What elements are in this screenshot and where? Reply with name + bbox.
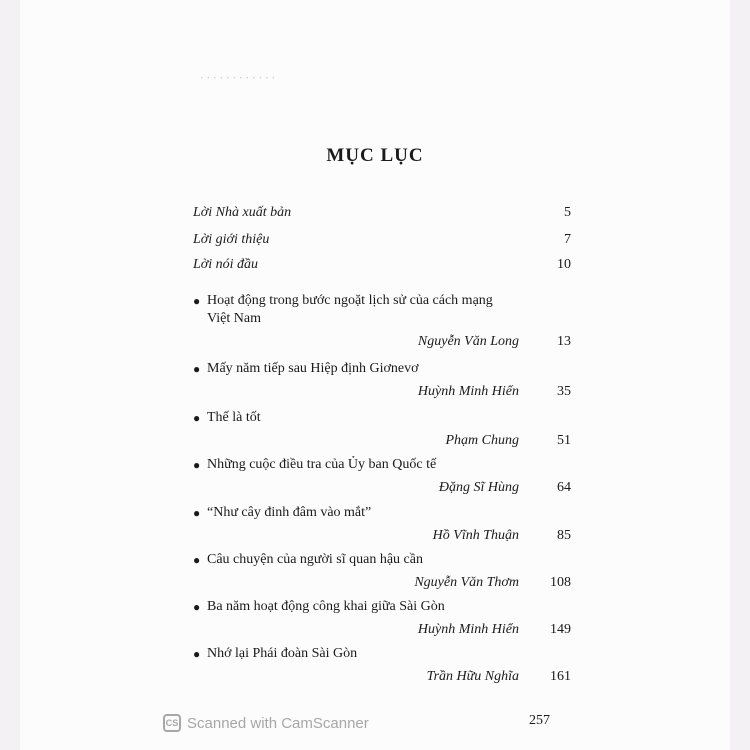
bullet-icon: ● xyxy=(193,647,201,661)
front-matter-item xyxy=(193,257,571,273)
bullet-icon: ● xyxy=(193,458,201,472)
entry-author: Nguyễn Văn Long xyxy=(417,334,519,349)
entry-page: 149 xyxy=(550,622,571,637)
toc-entry xyxy=(193,456,571,496)
entry-page: 13 xyxy=(557,334,571,349)
bullet-icon: ● xyxy=(193,553,201,567)
toc-entry xyxy=(193,598,571,638)
camscanner-logo-icon: CS xyxy=(163,714,181,732)
front-matter-page: 7 xyxy=(564,232,571,247)
bullet-icon: ● xyxy=(193,294,201,308)
toc-entry xyxy=(193,360,571,400)
page-number: 257 xyxy=(529,713,550,728)
entry-page: 85 xyxy=(557,528,571,543)
bleed-through-text: · · · · · · · · · · · · xyxy=(200,70,275,85)
bullet-icon: ● xyxy=(193,506,201,520)
front-matter-label: Lời nói đầu xyxy=(193,257,259,272)
entry-page: 35 xyxy=(557,384,571,399)
entry-page: 51 xyxy=(557,433,571,448)
entry-author: Đặng Sĩ Hùng xyxy=(438,480,519,495)
front-matter-label: Lời giới thiệu xyxy=(193,232,270,247)
book-page xyxy=(20,0,730,750)
entry-author: Trần Hữu Nghĩa xyxy=(426,669,519,684)
entry-title: Nhớ lại Phái đoàn Sài Gòn xyxy=(207,646,358,661)
entry-title: Ba năm hoạt động công khai giữa Sài Gòn xyxy=(207,599,445,614)
entry-author: Huỳnh Minh Hiển xyxy=(417,384,519,399)
front-matter-item xyxy=(193,232,571,248)
camscanner-watermark xyxy=(163,714,369,732)
front-matter-item xyxy=(193,205,571,221)
entry-title: Câu chuyện của người sĩ quan hậu cần xyxy=(207,552,423,567)
front-matter-page: 5 xyxy=(564,205,571,220)
entry-author: Nguyễn Văn Thơm xyxy=(414,575,519,590)
entry-author: Hồ Vĩnh Thuận xyxy=(432,528,519,543)
entry-page: 108 xyxy=(550,575,571,590)
entry-title: Hoạt động trong bước ngoặt lịch sử của cách mạng xyxy=(207,293,493,308)
toc-entry xyxy=(193,292,571,350)
entry-page: 64 xyxy=(557,480,571,495)
entry-title: Những cuộc điều tra của Ủy ban Quốc tế xyxy=(207,457,437,472)
entry-page: 161 xyxy=(550,669,571,684)
page-title: MỤC LỤC xyxy=(326,145,424,166)
bullet-icon: ● xyxy=(193,600,201,614)
watermark-text: Scanned with CamScanner xyxy=(187,714,369,732)
front-matter-page: 10 xyxy=(557,257,571,272)
entry-author: Phạm Chung xyxy=(445,433,519,448)
entry-title: Mấy năm tiếp sau Hiệp định Giơnevơ xyxy=(207,361,419,376)
toc-entry xyxy=(193,409,571,449)
entry-title: Thế là tốt xyxy=(207,410,261,425)
entry-author: Huỳnh Minh Hiển xyxy=(417,622,519,637)
bullet-icon: ● xyxy=(193,411,201,425)
bullet-icon: ● xyxy=(193,362,201,376)
entry-title-continued: Việt Nam xyxy=(207,311,261,326)
toc-entry xyxy=(193,645,571,685)
toc-entry xyxy=(193,504,571,544)
toc-entry xyxy=(193,551,571,591)
front-matter-label: Lời Nhà xuất bản xyxy=(193,205,292,220)
entry-title: “Như cây đinh đâm vào mắt” xyxy=(207,505,372,520)
